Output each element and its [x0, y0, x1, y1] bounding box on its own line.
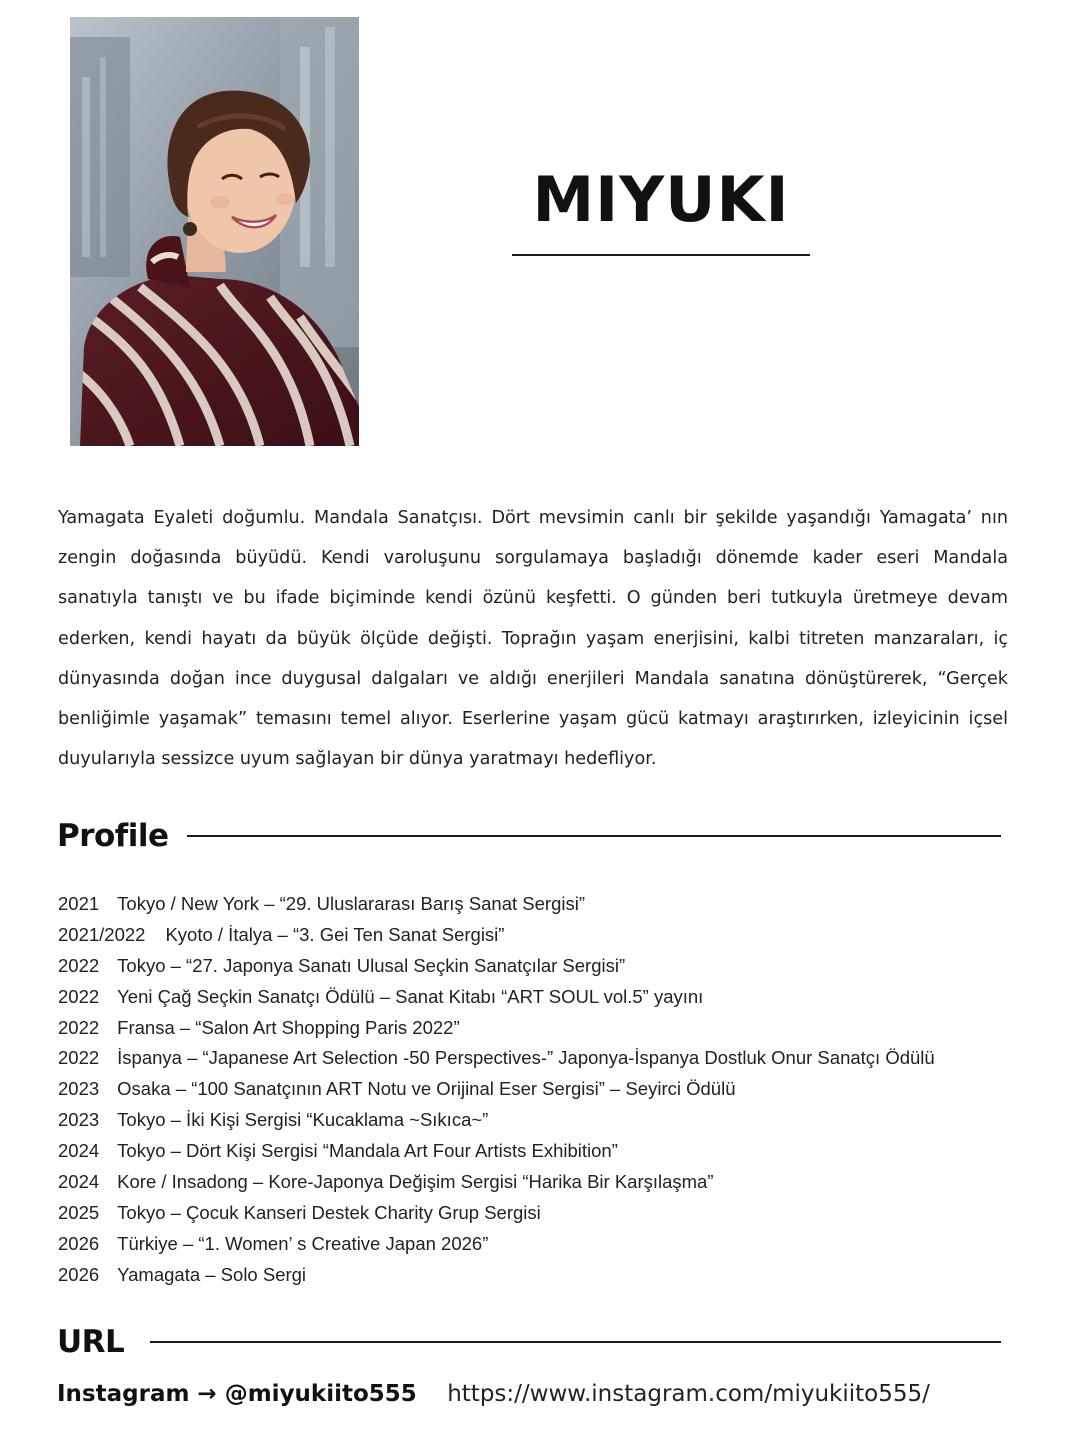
profile-heading: Profile [57, 818, 169, 854]
timeline-item [58, 1167, 1018, 1198]
timeline-entry: Kore / Insadong – Kore-Japonya Değişim Sergisi “Harika Bir Karşılaşma” [117, 1171, 714, 1193]
timeline-entry: Fransa – “Salon Art Shopping Paris 2022” [117, 1016, 460, 1038]
timeline-year: 2022 [58, 954, 100, 976]
timeline-item [58, 1043, 1018, 1074]
timeline-item [58, 889, 1018, 920]
timeline-year: 2021 [58, 893, 100, 914]
timeline-entry: Yamagata – Solo Sergi [117, 1263, 307, 1285]
timeline-entry: Osaka – “100 Sanatçının ART Notu ve Orijinal Eser Sergisi” – Seyirci Ödülü [117, 1078, 736, 1100]
timeline-year: 2021/2022 [58, 923, 146, 945]
artist-portrait [70, 17, 359, 446]
name-underline [512, 254, 810, 256]
instagram-link[interactable]: https://www.instagram.com/miyukiito555/ [447, 1381, 930, 1407]
timeline-item [58, 1074, 1018, 1105]
timeline-year: 2022 [58, 1016, 100, 1038]
timeline-year: 2023 [58, 1078, 100, 1100]
timeline-year: 2026 [58, 1263, 100, 1285]
timeline-year: 2023 [58, 1109, 100, 1131]
timeline-item [58, 920, 1018, 951]
timeline-year: 2024 [58, 1140, 100, 1162]
timeline-item [58, 1105, 1018, 1136]
timeline-entry: Yeni Çağ Seçkin Sanatçı Ödülü – Sanat Kitabı “ART SOUL vol.5” yayını [117, 985, 704, 1007]
timeline-entry: Kyoto / İtalya – “3. Gei Ten Sanat Sergisi” [165, 923, 505, 945]
timeline-item [58, 1013, 1018, 1044]
timeline-entry: Tokyo – Çocuk Kanseri Destek Charity Grup Sergisi [117, 1201, 541, 1223]
timeline-year: 2024 [58, 1171, 100, 1193]
instagram-line [57, 1376, 930, 1411]
timeline-year: 2025 [58, 1201, 100, 1223]
timeline-entry: Tokyo – “27. Japonya Sanatı Ulusal Seçkin Sanatçılar Sergisi” [117, 954, 626, 976]
timeline-entry: Tokyo / New York – “29. Uluslararası Barış Sanat Sergisi” [117, 893, 585, 914]
artist-name: MIYUKI [532, 163, 790, 236]
portrait-image [70, 17, 359, 446]
timeline-entry: İspanya – “Japanese Art Selection -50 Perspectives-” Japonya-İspanya Dostluk Onur Sanatçı Ödülü [117, 1047, 935, 1069]
url-heading: URL [57, 1324, 125, 1360]
timeline-entry: Türkiye – “1. Women’ s Creative Japan 2026” [117, 1232, 489, 1254]
artist-biography: Yamagata Eyaleti doğumlu. Mandala Sanatçısı. Dört mevsimin canlı bir şekilde yaşandığı Yamagata’ nın zengin doğasında büyüdü. Kendi varoluşunu sorgulamaya başladığı dönemde kader eseri Mandala sanatıyla tanıştı ve bu ifade biçiminde kendi özünü keşfetti. O günden beri tutkuyla üretmeye devam ederken, kendi hayatı da büyük ölçüde değişti. Toprağın yaşam enerjisini, kalbi titreten manzaraları, iç dünyasında doğan ince duygusal dalgaları ve aldığı enerjileri Mandala sanatına dönüştürerek, “Gerçek benliğimle yaşamak” temasını temel alıyor. Eserlerine yaşam gücü katmayı araştırırken, izleyicinin içsel duyularıyla sessizce uyum sağlayan bir dünya yaratmayı hedefliyor. [58, 508, 1008, 770]
exhibition-timeline [58, 889, 1018, 1291]
timeline-entry: Tokyo – İki Kişi Sergisi “Kucaklama ~Sıkıca~” [117, 1109, 489, 1131]
timeline-year: 2022 [58, 985, 100, 1007]
timeline-year: 2022 [58, 1047, 100, 1069]
url-section-header [57, 1324, 1001, 1360]
instagram-handle: Instagram → @miyukiito555 [57, 1381, 417, 1407]
url-divider [150, 1341, 1001, 1343]
timeline-item [58, 951, 1018, 982]
timeline-year: 2026 [58, 1232, 100, 1254]
timeline-item [58, 1136, 1018, 1167]
timeline-item [58, 982, 1018, 1013]
timeline-item [58, 1229, 1018, 1260]
profile-section-header [57, 818, 1001, 854]
timeline-item [58, 1260, 1018, 1291]
profile-divider [187, 835, 1001, 837]
timeline-item [58, 1198, 1018, 1229]
timeline-entry: Tokyo – Dört Kişi Sergisi “Mandala Art Four Artists Exhibition” [117, 1140, 618, 1162]
